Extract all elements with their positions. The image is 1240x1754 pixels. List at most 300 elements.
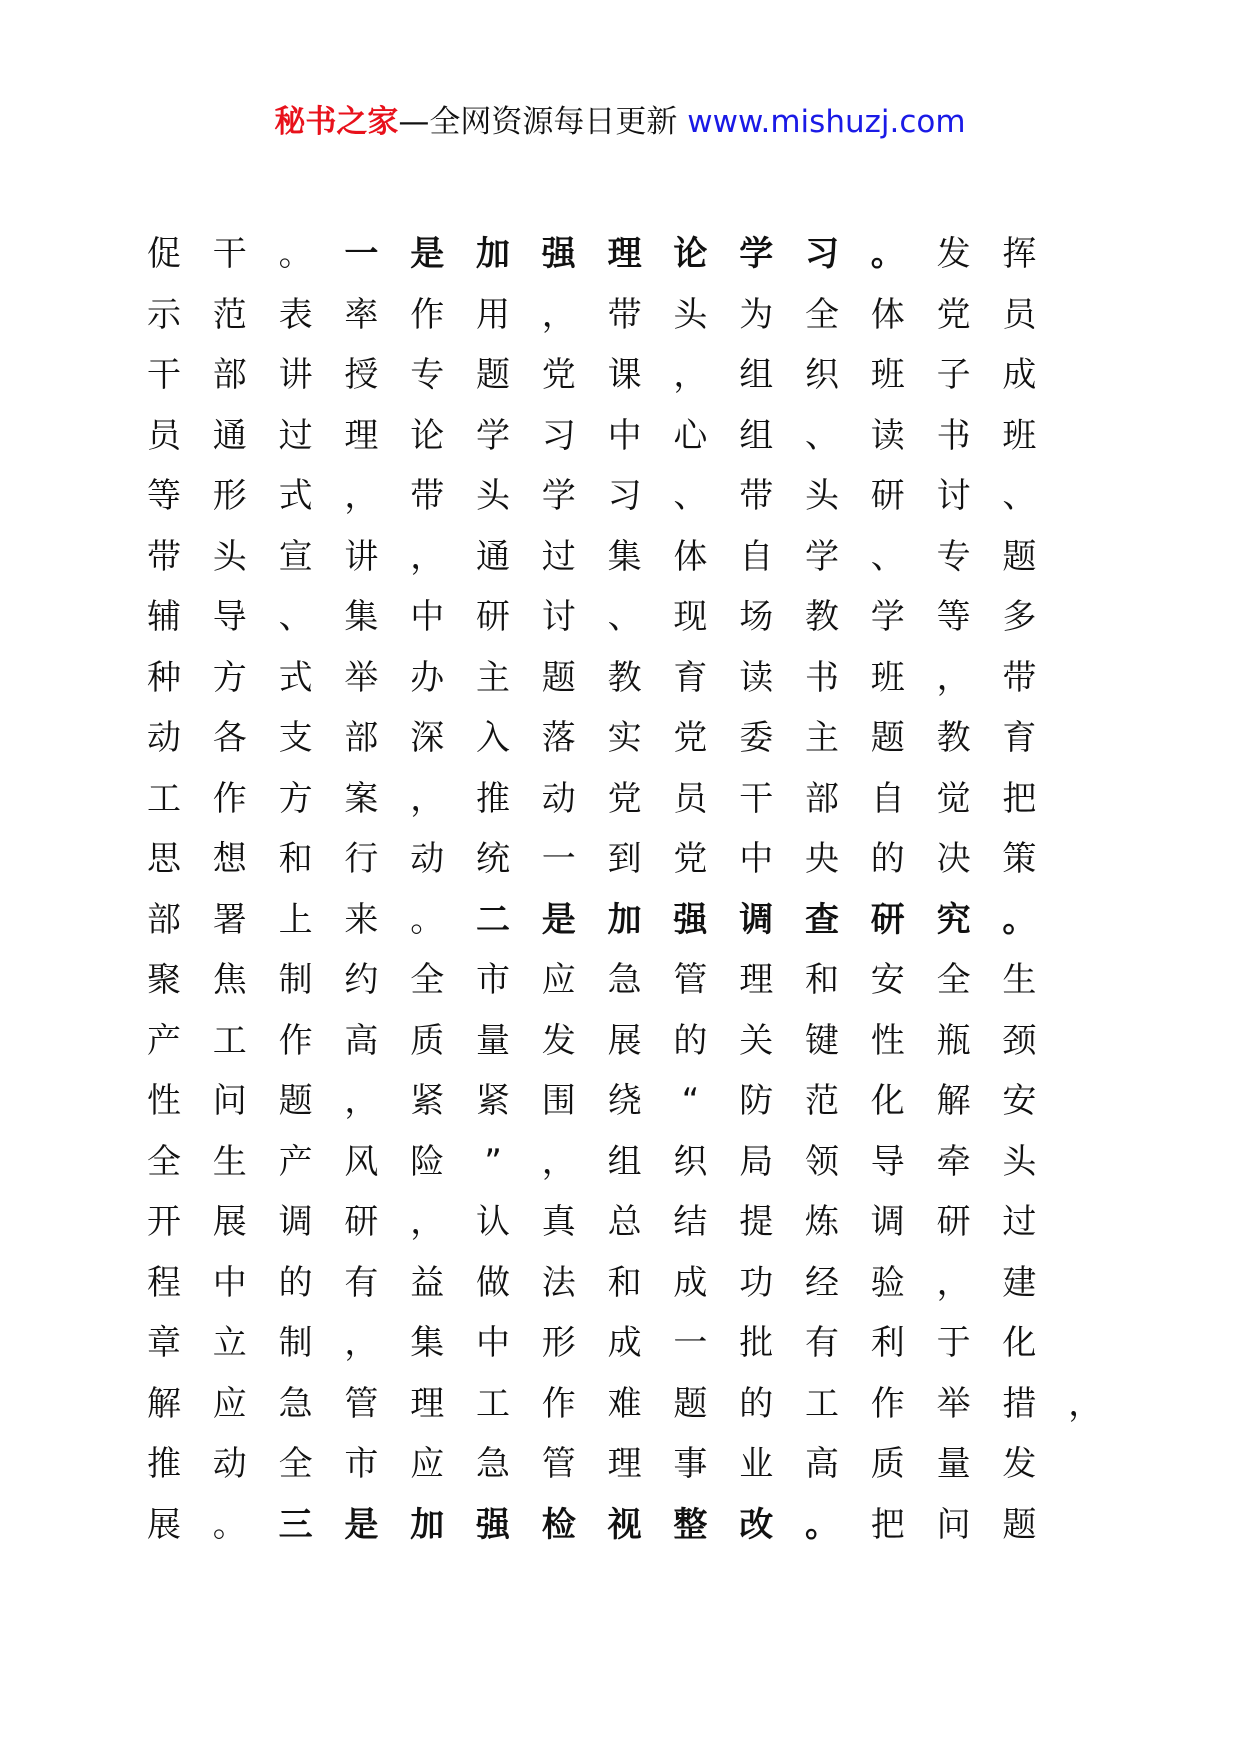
text-char: 量 <box>936 1444 971 1484</box>
text-char: 研 <box>870 476 905 516</box>
text-char: ， <box>344 1081 379 1121</box>
text-char: 教 <box>936 718 971 758</box>
text-char: 强 <box>541 234 576 274</box>
text-char: 一 <box>541 839 576 879</box>
text-char: 实 <box>607 718 642 758</box>
text-char: 全 <box>410 960 445 1000</box>
text-char: 全 <box>805 294 839 335</box>
text-char: 安 <box>870 960 905 1000</box>
text-char: 市 <box>476 960 510 1000</box>
text-char: 。 <box>1002 899 1037 940</box>
text-char: 益 <box>410 1262 445 1303</box>
text-char: 干 <box>147 355 181 395</box>
text-char: 风 <box>344 1141 379 1182</box>
text-char: 聚 <box>147 960 181 1000</box>
text-char: 来 <box>344 899 379 940</box>
text-char: 工 <box>147 778 181 819</box>
text-char: 局 <box>739 1141 774 1182</box>
text-line <box>147 527 1204 587</box>
text-char: 带 <box>739 476 774 516</box>
text-char: 部 <box>805 778 839 819</box>
text-char: 和 <box>278 839 313 879</box>
text-char: 防 <box>739 1081 774 1121</box>
text-char: 事 <box>673 1444 708 1484</box>
text-char: 绕 <box>607 1081 642 1121</box>
text-char: 作 <box>278 1020 313 1061</box>
text-char: 用 <box>476 294 510 335</box>
text-char: 表 <box>278 294 313 335</box>
text-char: 署 <box>212 899 247 940</box>
text-char: 党 <box>673 839 708 879</box>
text-char: 工 <box>476 1383 510 1424</box>
text-char: 辅 <box>147 597 181 637</box>
text-char: 的 <box>870 839 905 879</box>
text-char: 读 <box>870 415 905 456</box>
text-char: 险 <box>410 1141 445 1182</box>
text-line <box>147 769 1204 829</box>
text-char: 视 <box>607 1504 642 1545</box>
text-char: 紧 <box>410 1081 445 1121</box>
text-char: ， <box>673 355 708 395</box>
text-char: 领 <box>805 1141 839 1182</box>
text-char: 动 <box>541 778 576 819</box>
text-char: 是 <box>410 234 445 274</box>
text-char: 中 <box>739 839 774 879</box>
text-char: 工 <box>805 1383 839 1424</box>
text-char: 章 <box>147 1323 181 1363</box>
text-char: 等 <box>936 597 971 637</box>
text-char: 班 <box>1002 415 1037 456</box>
text-char: 决 <box>936 839 971 879</box>
text-char: ， <box>541 294 576 335</box>
text-char: 办 <box>410 657 445 698</box>
text-char: 题 <box>1002 536 1037 577</box>
text-char: 紧 <box>476 1081 510 1121</box>
text-line <box>147 587 1204 647</box>
text-line <box>147 1495 1204 1555</box>
text-line <box>147 1011 1204 1071</box>
text-char: 题 <box>541 657 576 698</box>
text-char: 解 <box>147 1383 181 1424</box>
text-char: 调 <box>278 1202 313 1242</box>
text-char: 通 <box>476 536 510 577</box>
text-char: 题 <box>476 355 510 395</box>
site-url-link[interactable]: www.mishuzj.com <box>687 104 966 140</box>
text-char: 主 <box>805 718 839 758</box>
text-char: 带 <box>1002 657 1037 698</box>
text-char: 组 <box>739 415 774 456</box>
text-char: 体 <box>673 536 708 577</box>
text-char: 是 <box>344 1504 379 1545</box>
text-char: 育 <box>1002 718 1037 758</box>
text-char: 体 <box>870 294 905 335</box>
text-char: 带 <box>147 536 181 577</box>
text-char: 式 <box>278 657 313 698</box>
text-char: 通 <box>212 415 247 456</box>
text-char: 讨 <box>936 476 971 516</box>
text-char: 推 <box>476 778 510 819</box>
text-char: 、 <box>278 597 313 637</box>
text-char: 宣 <box>278 536 313 577</box>
text-char: 员 <box>673 778 708 819</box>
text-char: 中 <box>607 415 642 456</box>
text-char: 问 <box>212 1081 247 1121</box>
text-char: ， <box>541 1141 576 1182</box>
header-tagline: —全网资源每日更新 <box>398 104 678 140</box>
text-char: 想 <box>212 839 247 879</box>
text-char: 各 <box>212 718 247 758</box>
text-char: 导 <box>870 1141 905 1182</box>
text-char: 应 <box>410 1444 445 1484</box>
text-char: 题 <box>870 718 905 758</box>
text-char: 管 <box>344 1383 379 1424</box>
text-char: 党 <box>607 778 642 819</box>
text-char: 全 <box>278 1444 313 1484</box>
text-char: 挥 <box>1002 234 1037 274</box>
text-char: 成 <box>607 1323 642 1363</box>
text-char: 提 <box>739 1202 774 1242</box>
text-char: 方 <box>278 778 313 819</box>
text-char: 专 <box>936 536 971 577</box>
text-line <box>147 224 1204 284</box>
text-char: 授 <box>344 355 379 395</box>
text-char: 深 <box>410 718 445 758</box>
text-char: 解 <box>936 1081 971 1121</box>
text-char: 生 <box>1002 960 1037 1000</box>
text-char: 等 <box>147 476 181 516</box>
text-char: 题 <box>673 1383 708 1424</box>
text-char: 织 <box>673 1141 708 1182</box>
text-char: 制 <box>278 1323 313 1363</box>
text-char: 。 <box>805 1504 839 1545</box>
text-char: 急 <box>476 1444 510 1484</box>
text-char: 形 <box>212 476 247 516</box>
text-char: 的 <box>278 1262 313 1303</box>
text-char: 习 <box>607 476 642 516</box>
text-char: 全 <box>147 1141 181 1182</box>
text-char: 研 <box>936 1202 971 1242</box>
text-char: 带 <box>410 476 445 516</box>
text-char: 化 <box>870 1081 905 1121</box>
text-char: 功 <box>739 1262 774 1303</box>
text-char: 急 <box>607 960 642 1000</box>
text-char: 班 <box>870 355 905 395</box>
text-char: 程 <box>147 1262 181 1303</box>
text-char: 产 <box>147 1020 181 1061</box>
text-char: 头 <box>212 536 247 577</box>
text-char: 上 <box>278 899 313 940</box>
text-char: 带 <box>607 294 642 335</box>
text-char: ， <box>410 778 445 819</box>
text-char: 展 <box>607 1020 642 1061</box>
text-char: 理 <box>607 1444 642 1484</box>
text-char: 围 <box>541 1081 576 1121</box>
text-char: 自 <box>739 536 774 577</box>
text-char: 头 <box>673 294 708 335</box>
text-char: 管 <box>673 960 708 1000</box>
text-char: 总 <box>607 1202 642 1242</box>
text-char: 论 <box>673 234 708 274</box>
text-char: 育 <box>673 657 708 698</box>
text-char: 为 <box>739 294 774 335</box>
text-char: 主 <box>476 657 510 698</box>
text-char: 学 <box>805 536 839 577</box>
text-char: 关 <box>739 1020 774 1061</box>
text-line <box>147 950 1204 1010</box>
text-char: 发 <box>1002 1444 1037 1484</box>
text-char: 展 <box>212 1202 247 1242</box>
text-char: 动 <box>147 718 181 758</box>
text-char: 头 <box>805 476 839 516</box>
text-char: 法 <box>541 1262 576 1303</box>
text-char: 部 <box>344 718 379 758</box>
text-char: 学 <box>739 234 774 274</box>
text-char: 专 <box>410 355 445 395</box>
text-char: 举 <box>344 657 379 698</box>
text-line <box>147 1071 1204 1131</box>
text-char: 三 <box>278 1504 313 1545</box>
text-char: 和 <box>607 1262 642 1303</box>
text-char: 到 <box>607 839 642 879</box>
text-char: 作 <box>541 1383 576 1424</box>
text-char: 、 <box>673 476 708 516</box>
text-char: 率 <box>344 294 379 335</box>
text-char: 策 <box>1002 839 1037 879</box>
text-char: 委 <box>739 718 774 758</box>
text-char: 约 <box>344 960 379 1000</box>
text-char: 。 <box>212 1504 247 1545</box>
text-char: 集 <box>344 597 379 637</box>
text-line <box>147 1132 1204 1192</box>
text-char: 措 <box>1002 1383 1037 1424</box>
text-char: 组 <box>739 355 774 395</box>
text-char: 量 <box>476 1020 510 1061</box>
text-char: 头 <box>1002 1141 1037 1182</box>
text-char: 。 <box>870 234 905 274</box>
text-char: 有 <box>805 1323 839 1363</box>
text-char: 种 <box>147 657 181 698</box>
text-char: 一 <box>344 234 379 274</box>
text-char: 颈 <box>1002 1020 1037 1061</box>
text-char: 场 <box>739 597 774 637</box>
text-char: ， <box>410 536 445 577</box>
text-char: 员 <box>1002 294 1037 335</box>
text-char: 思 <box>147 839 181 879</box>
text-char: 研 <box>344 1202 379 1242</box>
text-char: 员 <box>147 415 181 456</box>
text-char: 、 <box>607 597 642 637</box>
text-char: 验 <box>870 1262 905 1303</box>
text-char: 学 <box>541 476 576 516</box>
text-char: ” <box>484 1141 502 1182</box>
text-char: 中 <box>410 597 445 637</box>
text-char: 觉 <box>936 778 971 819</box>
text-char: “ <box>681 1081 700 1121</box>
text-char: 干 <box>739 778 774 819</box>
text-char: 开 <box>147 1202 181 1242</box>
text-char: 导 <box>212 597 247 637</box>
text-char: 讲 <box>344 536 379 577</box>
text-char: 统 <box>476 839 510 879</box>
text-char: 党 <box>673 718 708 758</box>
text-char: 范 <box>212 294 247 335</box>
text-char: 。 <box>278 234 313 274</box>
text-char: 干 <box>212 234 247 274</box>
text-line <box>147 1253 1204 1313</box>
text-char: 展 <box>147 1504 181 1545</box>
text-line <box>147 648 1204 708</box>
text-char: 促 <box>147 234 181 274</box>
text-char: 批 <box>739 1323 774 1363</box>
page-header <box>0 100 1240 144</box>
text-char: 过 <box>541 536 576 577</box>
text-char: 讨 <box>541 597 576 637</box>
text-char: 的 <box>739 1383 774 1424</box>
text-char: 调 <box>739 899 774 940</box>
text-char: 课 <box>607 355 642 395</box>
text-char: 式 <box>278 476 313 516</box>
text-char: 读 <box>739 657 774 698</box>
text-char: 业 <box>739 1444 774 1484</box>
text-char: 应 <box>541 960 576 1000</box>
text-char: 高 <box>344 1020 379 1061</box>
text-char: 题 <box>1002 1504 1037 1545</box>
text-line <box>147 829 1204 889</box>
text-char: 把 <box>1002 778 1037 819</box>
text-char: 难 <box>607 1383 642 1424</box>
text-char: 整 <box>673 1504 708 1545</box>
text-char: 织 <box>805 355 839 395</box>
text-char: 查 <box>805 899 839 940</box>
text-char: 化 <box>1002 1323 1037 1363</box>
text-char: 书 <box>936 415 971 456</box>
text-char: 成 <box>1002 355 1037 395</box>
text-char: 示 <box>147 294 181 335</box>
text-char: 作 <box>870 1383 905 1424</box>
text-char: 教 <box>805 597 839 637</box>
text-char: 究 <box>936 899 971 940</box>
text-char: 党 <box>936 294 971 335</box>
text-char: 多 <box>1002 597 1037 637</box>
text-char: 管 <box>541 1444 576 1484</box>
text-char: 成 <box>673 1262 708 1303</box>
text-char: 理 <box>410 1383 445 1424</box>
text-char: 改 <box>739 1504 774 1545</box>
text-char: 经 <box>805 1262 839 1303</box>
text-char: 学 <box>870 597 905 637</box>
text-char: 部 <box>212 355 247 395</box>
text-line <box>147 890 1204 950</box>
text-char: 工 <box>212 1020 247 1061</box>
text-char: 发 <box>541 1020 576 1061</box>
text-char: 性 <box>147 1081 181 1121</box>
text-char: 学 <box>476 415 510 456</box>
text-char: 理 <box>739 960 774 1000</box>
text-char: 急 <box>278 1383 313 1424</box>
text-char: 过 <box>1002 1202 1037 1242</box>
text-char: 习 <box>541 415 576 456</box>
text-char: 动 <box>212 1444 247 1484</box>
text-char: 范 <box>805 1081 839 1121</box>
text-char: 理 <box>607 234 642 274</box>
text-char: 高 <box>805 1444 839 1484</box>
text-char: 瓶 <box>936 1020 971 1061</box>
text-char: 落 <box>541 718 576 758</box>
text-char: 研 <box>476 597 510 637</box>
text-char: 键 <box>805 1020 839 1061</box>
text-line <box>147 285 1204 345</box>
text-char: 集 <box>607 536 642 577</box>
text-char: 质 <box>410 1020 445 1061</box>
text-char: 是 <box>541 899 576 940</box>
text-char: 加 <box>476 234 510 274</box>
text-char: 制 <box>278 960 313 1000</box>
text-char: 应 <box>212 1383 247 1424</box>
text-line <box>147 345 1204 405</box>
text-char: 强 <box>476 1504 510 1545</box>
text-char: 举 <box>936 1383 971 1424</box>
text-char: ， <box>410 1202 445 1242</box>
text-char: 班 <box>870 657 905 698</box>
text-char: 于 <box>936 1323 971 1363</box>
text-char: 中 <box>212 1262 247 1303</box>
text-char: 市 <box>344 1444 379 1484</box>
text-char: 书 <box>805 657 839 698</box>
text-char: 方 <box>212 657 247 698</box>
text-char: ， <box>936 657 971 698</box>
text-char: 现 <box>673 597 708 637</box>
text-char: 二 <box>476 899 510 940</box>
text-char: 牵 <box>936 1141 971 1182</box>
text-char: 论 <box>410 415 445 456</box>
text-line <box>147 466 1204 526</box>
text-char: 建 <box>1002 1262 1037 1303</box>
text-char: 立 <box>212 1323 247 1363</box>
text-char: ， <box>344 1323 379 1363</box>
text-char: 过 <box>278 415 313 456</box>
text-char: 党 <box>541 355 576 395</box>
text-char: 子 <box>936 355 971 395</box>
text-char: 心 <box>673 415 708 456</box>
text-char: 加 <box>607 899 642 940</box>
text-char: 做 <box>476 1262 510 1303</box>
text-char: 焦 <box>212 960 247 1000</box>
text-line <box>147 406 1204 466</box>
text-char: 行 <box>344 839 379 879</box>
text-char: 真 <box>541 1202 576 1242</box>
text-char: 教 <box>607 657 642 698</box>
text-char: 理 <box>344 415 379 456</box>
text-line <box>147 1192 1204 1252</box>
text-char: 入 <box>476 718 510 758</box>
text-char: 利 <box>870 1323 905 1363</box>
text-line <box>147 1434 1204 1494</box>
text-char: 研 <box>870 899 905 940</box>
text-char: 、 <box>870 536 905 577</box>
text-char: 全 <box>936 960 971 1000</box>
text-char: 习 <box>805 234 839 274</box>
text-char: ， <box>344 476 379 516</box>
text-char: 央 <box>805 839 839 879</box>
text-char: 加 <box>410 1504 445 1545</box>
text-char: 有 <box>344 1262 379 1303</box>
text-char: 强 <box>673 899 708 940</box>
text-char: 把 <box>870 1504 905 1545</box>
text-char: 支 <box>278 718 313 758</box>
text-char: 、 <box>805 415 839 456</box>
text-char: 产 <box>278 1141 313 1182</box>
text-char: 问 <box>936 1504 971 1545</box>
